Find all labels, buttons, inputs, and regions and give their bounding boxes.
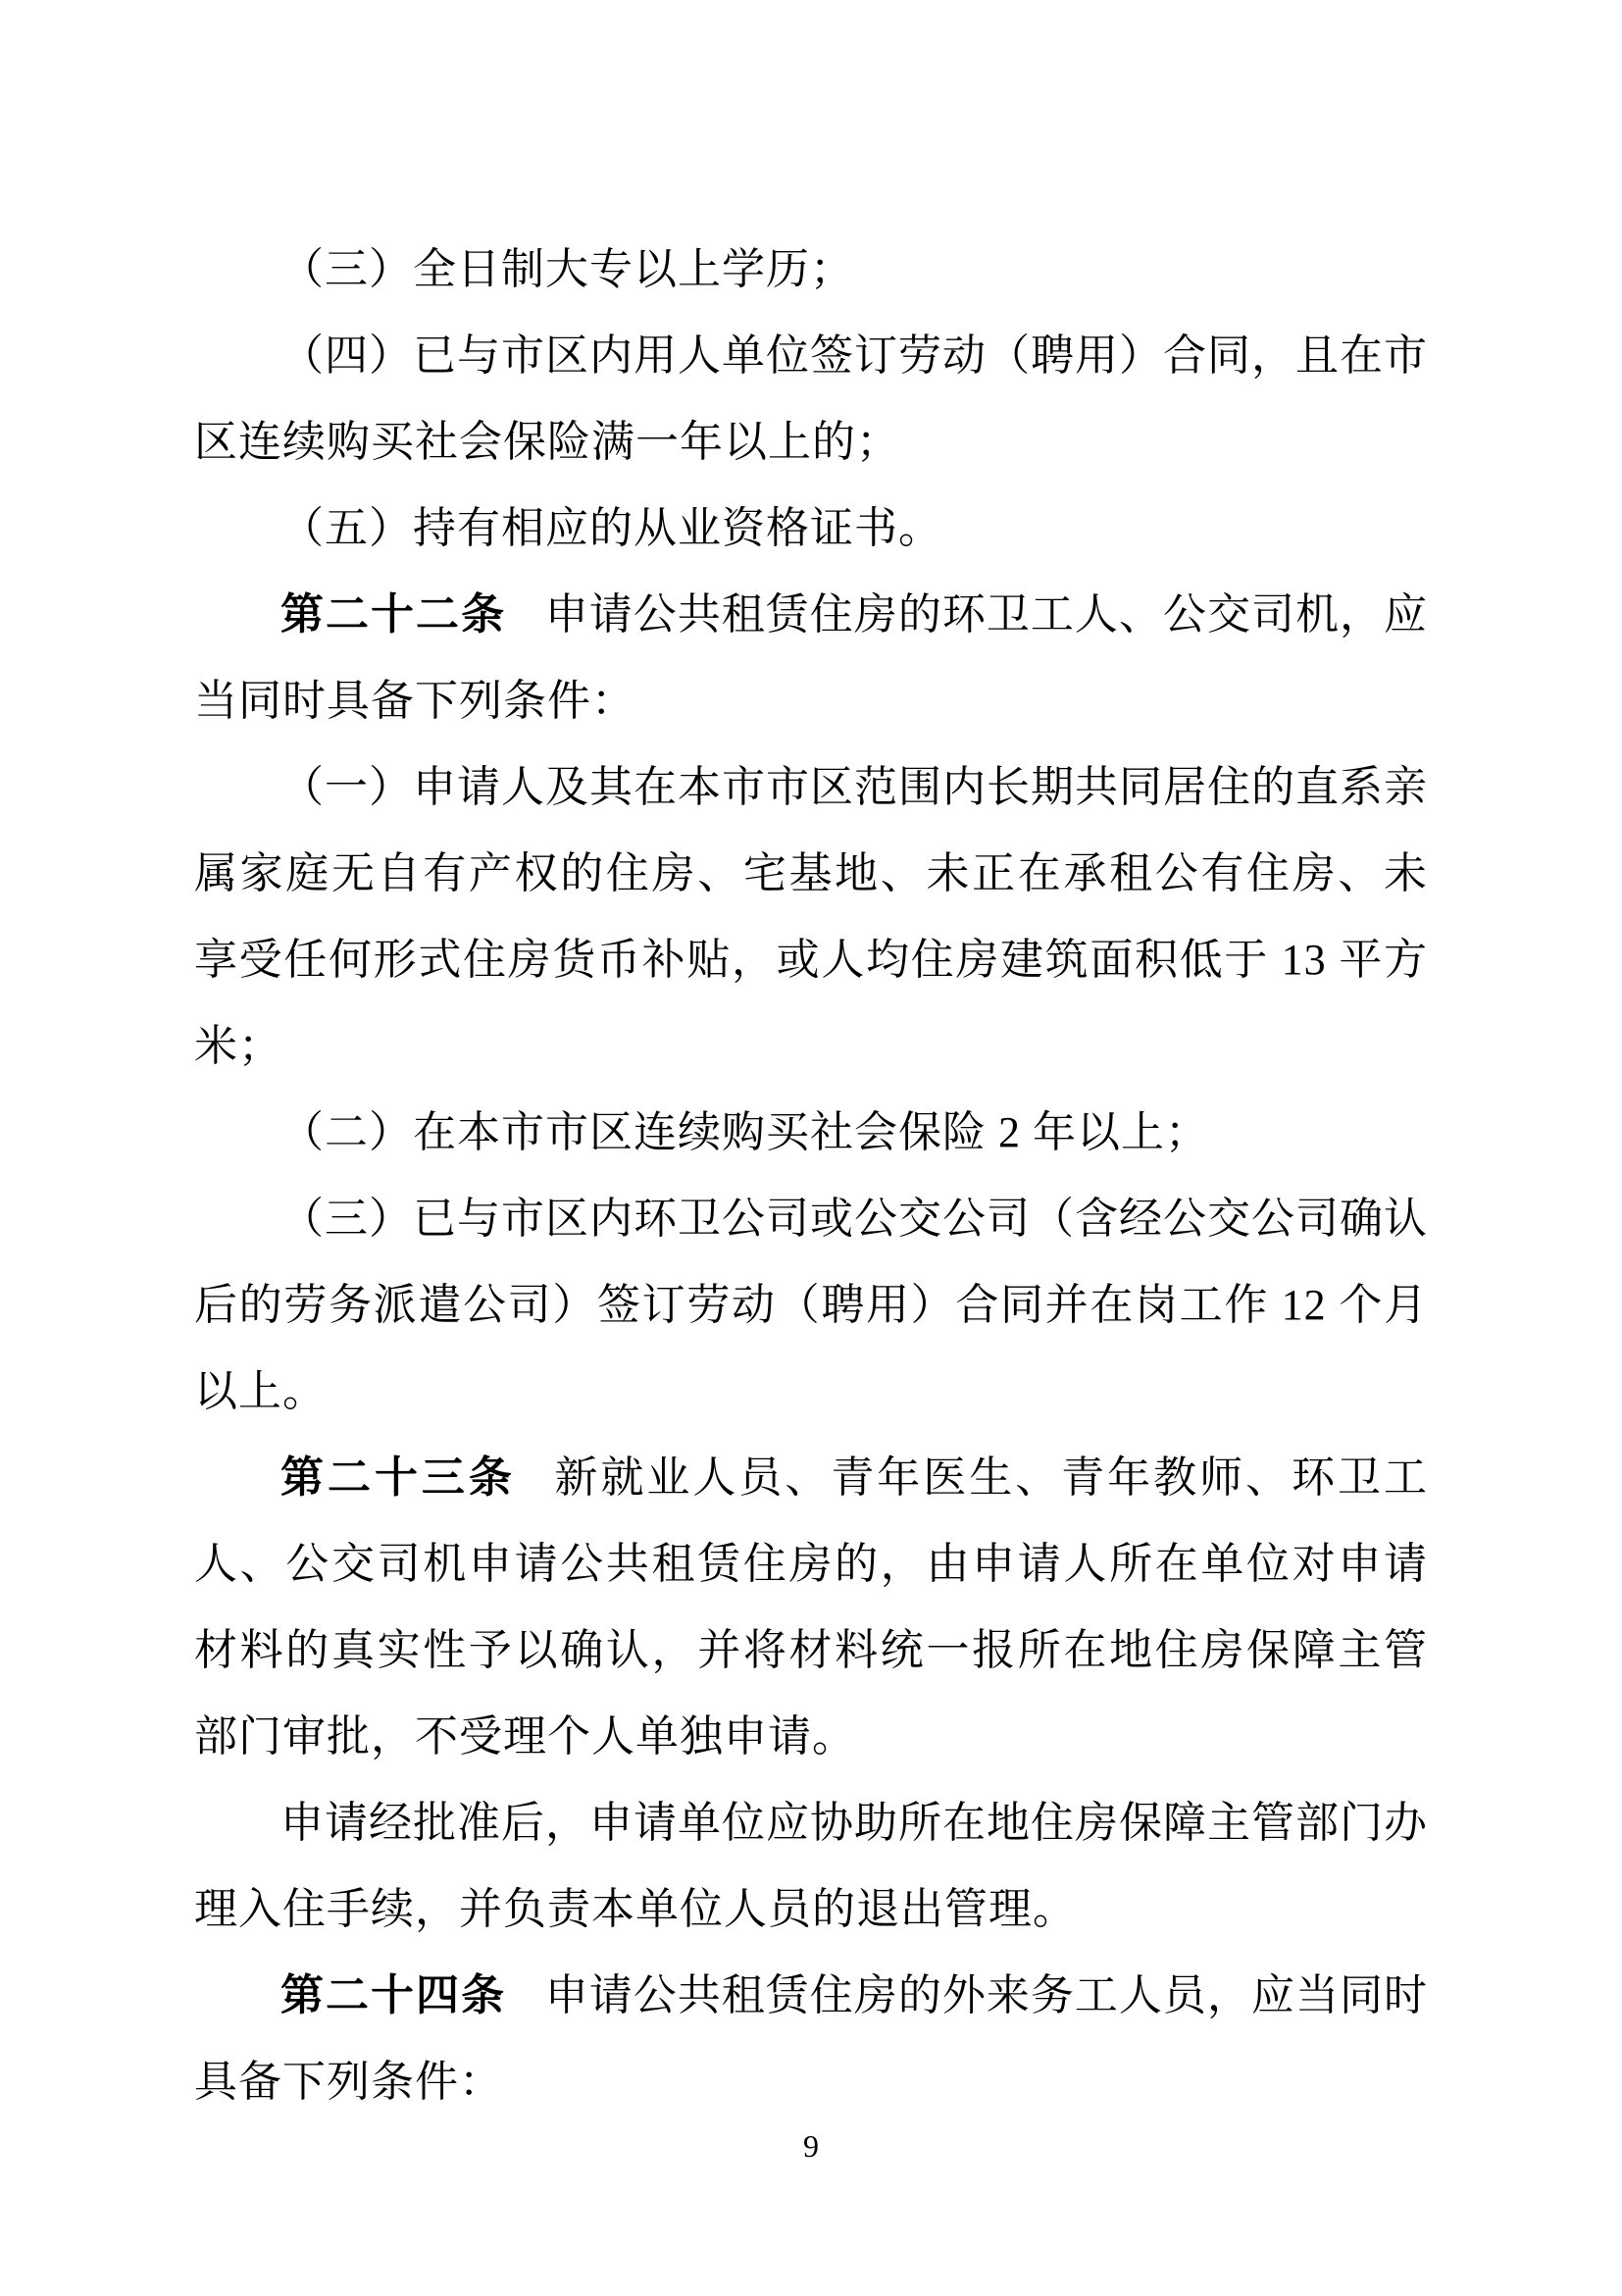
article-number: 第二十四条 xyxy=(280,1970,507,2020)
paragraph-text: （四）已与市区内用人单位签订劳动（聘用）合同，且在市区连续购买社会保险满一年以上的； xyxy=(194,332,1428,466)
paragraph xyxy=(194,744,1428,1090)
paragraph xyxy=(194,313,1428,485)
paragraph-text: （二）在本市市区连续购买社会保险 2 年以上； xyxy=(280,1108,1209,1156)
paragraph-article-22 xyxy=(194,572,1428,744)
document-body xyxy=(194,227,1428,2125)
paragraph xyxy=(194,1090,1428,1176)
paragraph-text: 申请经批准后，申请单位应协助所在地住房保障主管部门办理入住手续，并负责本单位人员的退出管理。 xyxy=(194,1799,1428,1933)
paragraph-text: （五）持有相应的从业资格证书。 xyxy=(280,504,942,552)
paragraph-text: （三）已与市区内环卫公司或公交公司（含经公交公司确认后的劳务派遣公司）签订劳动（聘用）合同并在岗工作 12 个月以上。 xyxy=(194,1195,1428,1415)
paragraph xyxy=(194,1176,1428,1435)
paragraph-text: 申请公共租赁住房的外来务工人员，应当同时具备下列条件： xyxy=(194,1971,1429,2106)
paragraph-text: （一）申请人及其在本市市区范围内长期共同居住的直系亲属家庭无自有产权的住房、宅基地、未正在承租公有住房、未享受任何形式住房货币补贴，或人均住房建筑面积低于 13 平方米； xyxy=(194,763,1428,1070)
paragraph xyxy=(194,227,1428,313)
paragraph xyxy=(194,485,1428,572)
article-number: 第二十三条 xyxy=(280,1453,516,1503)
page-number: 9 xyxy=(803,2128,819,2164)
paragraph xyxy=(194,1780,1428,1953)
paragraph-article-24 xyxy=(194,1953,1428,2125)
article-number: 第二十二条 xyxy=(280,589,507,639)
paragraph-article-23 xyxy=(194,1435,1428,1780)
paragraph-text: 申请公共租赁住房的环卫工人、公交司机，应当同时具备下列条件： xyxy=(194,590,1429,725)
paragraph-text: （三）全日制大专以上学历； xyxy=(280,245,854,293)
paragraph-text: 新就业人员、青年医生、青年教师、环卫工人、公交司机申请公共租赁住房的，由申请人所在单位对申请材料的真实性予以确认，并将材料统一报所在地住房保障主管部门审批，不受理个人单独申请。 xyxy=(194,1454,1429,1760)
